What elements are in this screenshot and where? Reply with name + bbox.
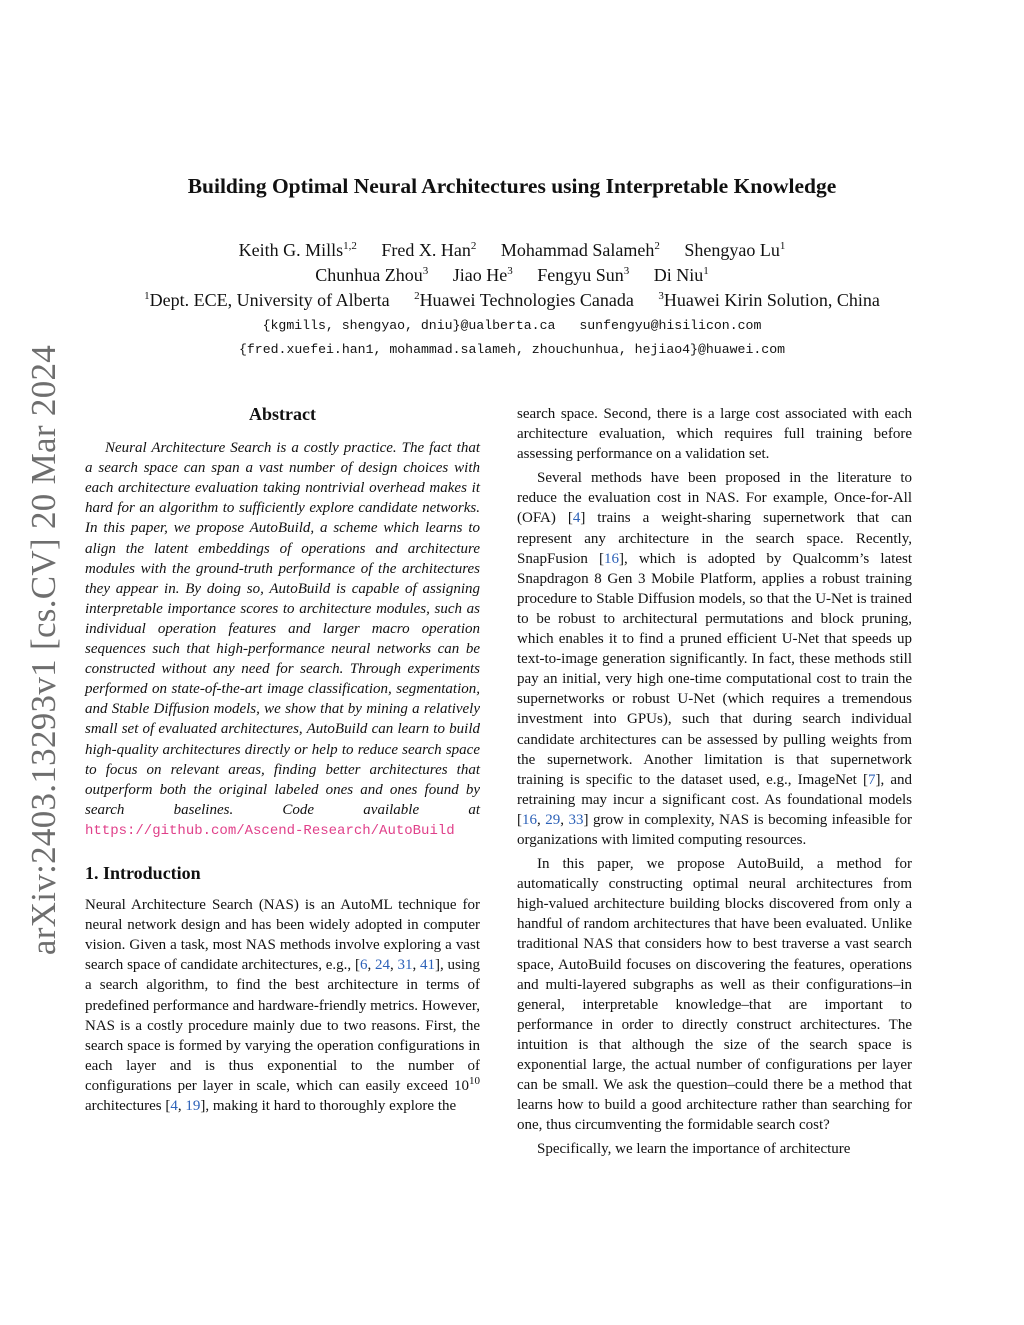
author-name: Fengyu Sun$^3$ (537, 265, 630, 285)
citation-link[interactable]: 31 (397, 957, 413, 974)
citation-link[interactable]: 7 (867, 771, 876, 788)
code-repository-link[interactable]: https://github.com/Ascend-Research/AutoBuild (85, 822, 455, 839)
author-name: Fred X. Han$^2$ (381, 240, 477, 260)
author-name: Mohammad Salameh$^2$ (500, 240, 660, 260)
author-name: Di Niu$^1$ (653, 265, 709, 285)
abstract-text: Neural Architecture Search is a costly practice. The fact that a search space can span a vast number of design choices with each architecture evaluation taking nontrivial overhead makes it hard for an algorithm to sufficiently explore candidate networks. In this paper, we propose AutoBuild, a scheme which learns to align the latent embeddings of operations and architecture modules with the ground-truth performance of the architectures they appear in. By doing so, AutoBuild is capable of assigning interpretable importance scores to architecture modules, such as individual operation features and larger macro operation sequences such that high-performance neural networks can be constructed without any need for search. Through experiments performed on state-of-the-art image classification, segmentation, and Stable Diffusion models, we show that by mining a relatively small set of evaluated architectures, AutoBuild can learn to build high-quality architectures directly or help to reduce search space to focus on relevant areas, finding better architectures that outperform both the original labeled ones and ones found by search baselines. Code available at https://github.com/Ascend-Research/AutoBuild (85, 440, 480, 839)
citation-link[interactable]: 6 (359, 957, 368, 974)
citation-link[interactable]: 4 (170, 1098, 178, 1114)
paper-title: Building Optimal Neural Architectures using Interpretable Knowledge (187, 174, 837, 198)
citation-link[interactable]: 24 (374, 957, 390, 974)
author-name: Keith G. Mills$^{1,2}$ (238, 240, 357, 260)
affiliation: $^3$Huawei Kirin Solution, China (658, 290, 880, 310)
author-name: Chunhua Zhou$^3$ (315, 265, 429, 285)
citation-link[interactable]: 41 (419, 957, 435, 974)
affiliation: $^1$Dept. ECE, University of Alberta (144, 290, 390, 310)
emails-line-1 (0, 315, 1024, 337)
email-address: {fred.xuefei.han1, mohammad.salameh, zhouchunhua, hejiao4}@huawei.com (238, 342, 786, 357)
authors-line-2 (0, 263, 1024, 288)
emails-line-2 (0, 339, 1024, 361)
abstract-heading: Abstract (249, 404, 316, 424)
email-address: {kgmills, shengyao, dniu}@ualberta.ca (262, 318, 556, 333)
citation-link[interactable]: 4 (572, 510, 581, 527)
affiliation: $^2$Huawei Technologies Canada (414, 290, 634, 310)
section-heading-introduction: 1. Introduction (85, 862, 201, 883)
left-column (85, 404, 480, 1116)
author-block (0, 238, 1024, 361)
body-paragraph: Specifically, we learn the importance of architecture (537, 1141, 851, 1158)
right-column (517, 404, 912, 1159)
arxiv-identifier-stamp: arXiv:2403.13293v1 [cs.CV] 20 Mar 2024 (24, 344, 63, 956)
body-paragraph: In this paper, we propose AutoBuild, a method for automatically constructing optimal neural architectures from high-valued architecture building blocks discovered from only a handful of random architectures that have been evaluated. Unlike traditional NAS that considers how to best traverse a vast search space, AutoBuild focuses on discovering the features, operations and multi-layered subgraphs as well as their configurations–in general, interpretable knowledge–that are important to performance in order to directly construct architectures. The intuition is that although the size of the search space is exponential large, the actual number of configurations per layer can be small. We ask the question–could there be a method that learns how to build a good architecture rather than searching for one, thus circumventing the formidable search cost? (517, 856, 912, 1134)
citation-link[interactable]: 29 (545, 811, 561, 828)
body-paragraph: Several methods have been proposed in the literature to reduce the evaluation cost in NAS. For example, Once-for-All (OFA) [4] trains a weight-sharing supernetwork that can represent any architecture in the search space. Recently, SnapFusion [16], which is adopted by Qualcomm’s latest Snapdragon 8 Gen 3 Mobile Platform, applies a robust training procedure to Stable Diffusion models, so that the U-Net is trained to be robust to architectural permutations and block pruning, which enables it to find a pruned efficient U-Net that speeds up text-to-image generation significantly. In fact, these methods still pay an initial, very high one-time computational cost to train the supernetworks or robust U-Net (which requires a tremendous investment into GPUs), such that during search individual candidate architectures can be assessed by pulling weights from the supernetwork. Another limitation is that supernetwork training is specific to the dataset used, e.g., ImageNet [7], and retraining may incur a significant cost. As foundational models [16, 29, 33] grow in complexity, NAS is becoming infeasible for organizations with limited computing resources. (517, 470, 913, 848)
affiliations-line (0, 288, 1024, 313)
body-paragraph: search space. Second, there is a large cost associated with each architecture evaluation, which requires full training before assessing performance on a validation set. (517, 406, 912, 463)
intro-paragraph-1: Neural Architecture Search (NAS) is an AutoML technique for neural network design and has been widely adopted in computer vision. Given a task, most NAS methods involve exploring a vast search space of candidate architectures, e.g., [6, 24, 31, 41], using a search algorithm, to find the best architecture in terms of predefined performance and hardware-friendly metrics. However, NAS is a costly procedure mainly due to two reasons. First, the search space is formed by varying the operation configurations in each layer and is thus exponential to the number of configurations per layer in scale, which can easily exceed $10^{10}$ architectures [4, 19], making it hard to thoroughly explore the (85, 897, 480, 1114)
citation-link[interactable]: 33 (568, 811, 584, 828)
author-name: Shengyao Lu$^1$ (684, 240, 786, 260)
citation-link[interactable]: 19 (185, 1098, 201, 1114)
authors-line-1 (0, 238, 1024, 263)
citation-link[interactable]: 16 (522, 811, 537, 828)
citation-link[interactable]: 16 (603, 550, 619, 567)
author-name: Jiao He$^3$ (452, 265, 513, 285)
email-address: sunfengyu@hisilicon.com (579, 318, 762, 333)
